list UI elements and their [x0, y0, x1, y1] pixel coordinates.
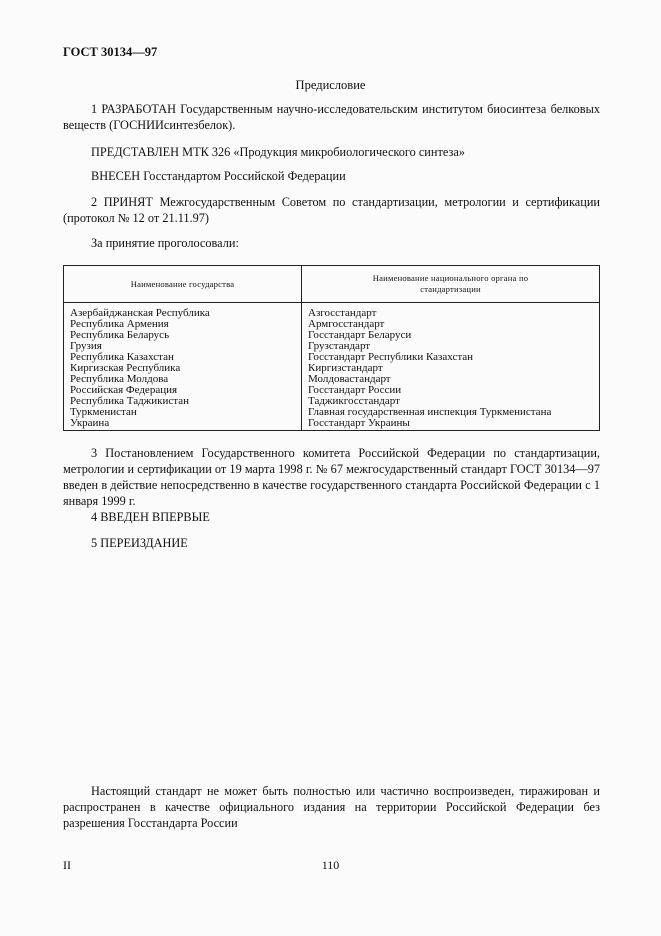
table-cell-state: Республика Казахстан	[70, 351, 174, 363]
voting-table	[63, 265, 600, 431]
document-code: ГОСТ 30134—97	[63, 45, 158, 59]
table-cell-national-body: Таджикгосстандарт	[308, 395, 400, 407]
table-cell-state: Российская Федерация	[70, 384, 178, 396]
state-list	[70, 308, 296, 429]
table-cell-national-body: Госстандарт России	[308, 384, 402, 396]
footer-roman-page: II	[63, 858, 71, 872]
table-cell-national-body: Грузстандарт	[308, 340, 371, 352]
table-header-rule	[64, 302, 599, 303]
table-cell-state: Украина	[70, 417, 110, 429]
table-cell-state: Республика Молдова	[70, 373, 169, 385]
table-header-state: Наименование государства	[130, 278, 235, 289]
table-cell-national-body: Армгосстандарт	[308, 318, 385, 330]
national-body-list	[308, 308, 598, 429]
table-cell-state: Азербайджанская Республика	[70, 307, 210, 319]
paragraph-developed-by: 1 РАЗРАБОТАН Государственным научно-исследовательским институтом биосинтеза белковых веществ (ГОСНИИсинтезбелок).	[63, 102, 600, 132]
table-header-national-body	[302, 266, 599, 302]
table-cell-national-body: Молдовастандарт	[308, 373, 391, 385]
section-title: Предисловие	[295, 78, 366, 92]
paragraph-copyright-notice: Настоящий стандарт не может быть полностью или частично воспроизведен, тиражирован и распространен в качестве официального издания на территории Российской Федерации без разрешения Госстандарта России	[63, 784, 600, 830]
table-cell-national-body: Киргизстандарт	[308, 362, 383, 374]
paragraph-adopted-by: 2 ПРИНЯТ Межгосударственным Советом по стандартизации, метрологии и сертификации (протокол № 12 от 21.11.97)	[63, 195, 600, 225]
table-cell-national-body: Главная государственная инспекция Туркменистана	[308, 406, 552, 418]
table-header-national-body-text: Наименование национального органа по стандартизации	[372, 273, 529, 294]
table-cell-state: Туркменистан	[70, 406, 137, 418]
table-cell-state: Грузия	[70, 340, 102, 352]
table-cell-state: Республика Беларусь	[70, 329, 170, 341]
table-cell-national-body: Госстандарт Украины	[308, 417, 410, 429]
table-column-divider	[301, 266, 302, 430]
table-cell-national-body: Госстандарт Беларуси	[308, 329, 412, 341]
paragraph-presented-by: ПРЕДСТАВЛЕН МТК 326 «Продукция микробиологического синтеза»	[91, 145, 465, 159]
paragraph-enactment: 3 Постановлением Государственного комитета Российской Федерации по стандартизации, метрологии и сертификации от 19 марта 1998 г. № 67 межгосударственный стандарт ГОСТ 30134—97 введен в действие непосредственно в качестве государственного стандарта Российской Федерации с 1 января 1999 г.	[63, 446, 600, 508]
paragraph-introduced-first: 4 ВВЕДЕН ВПЕРВЫЕ	[91, 510, 210, 524]
table-cell-state: Республика Таджикистан	[70, 395, 189, 407]
paragraph-voted-intro: За принятие проголосовали:	[91, 236, 239, 250]
footer-page-number: 110	[321, 858, 340, 872]
table-cell-state: Республика Армения	[70, 318, 169, 330]
table-cell-national-body: Азгосстандарт	[308, 307, 377, 319]
paragraph-reissue: 5 ПЕРЕИЗДАНИЕ	[91, 536, 188, 550]
table-cell-state: Киргизская Республика	[70, 362, 181, 374]
table-cell-national-body: Госстандарт Республики Казахстан	[308, 351, 474, 363]
paragraph-introduced-by: ВНЕСЕН Госстандартом Российской Федерации	[91, 169, 346, 183]
